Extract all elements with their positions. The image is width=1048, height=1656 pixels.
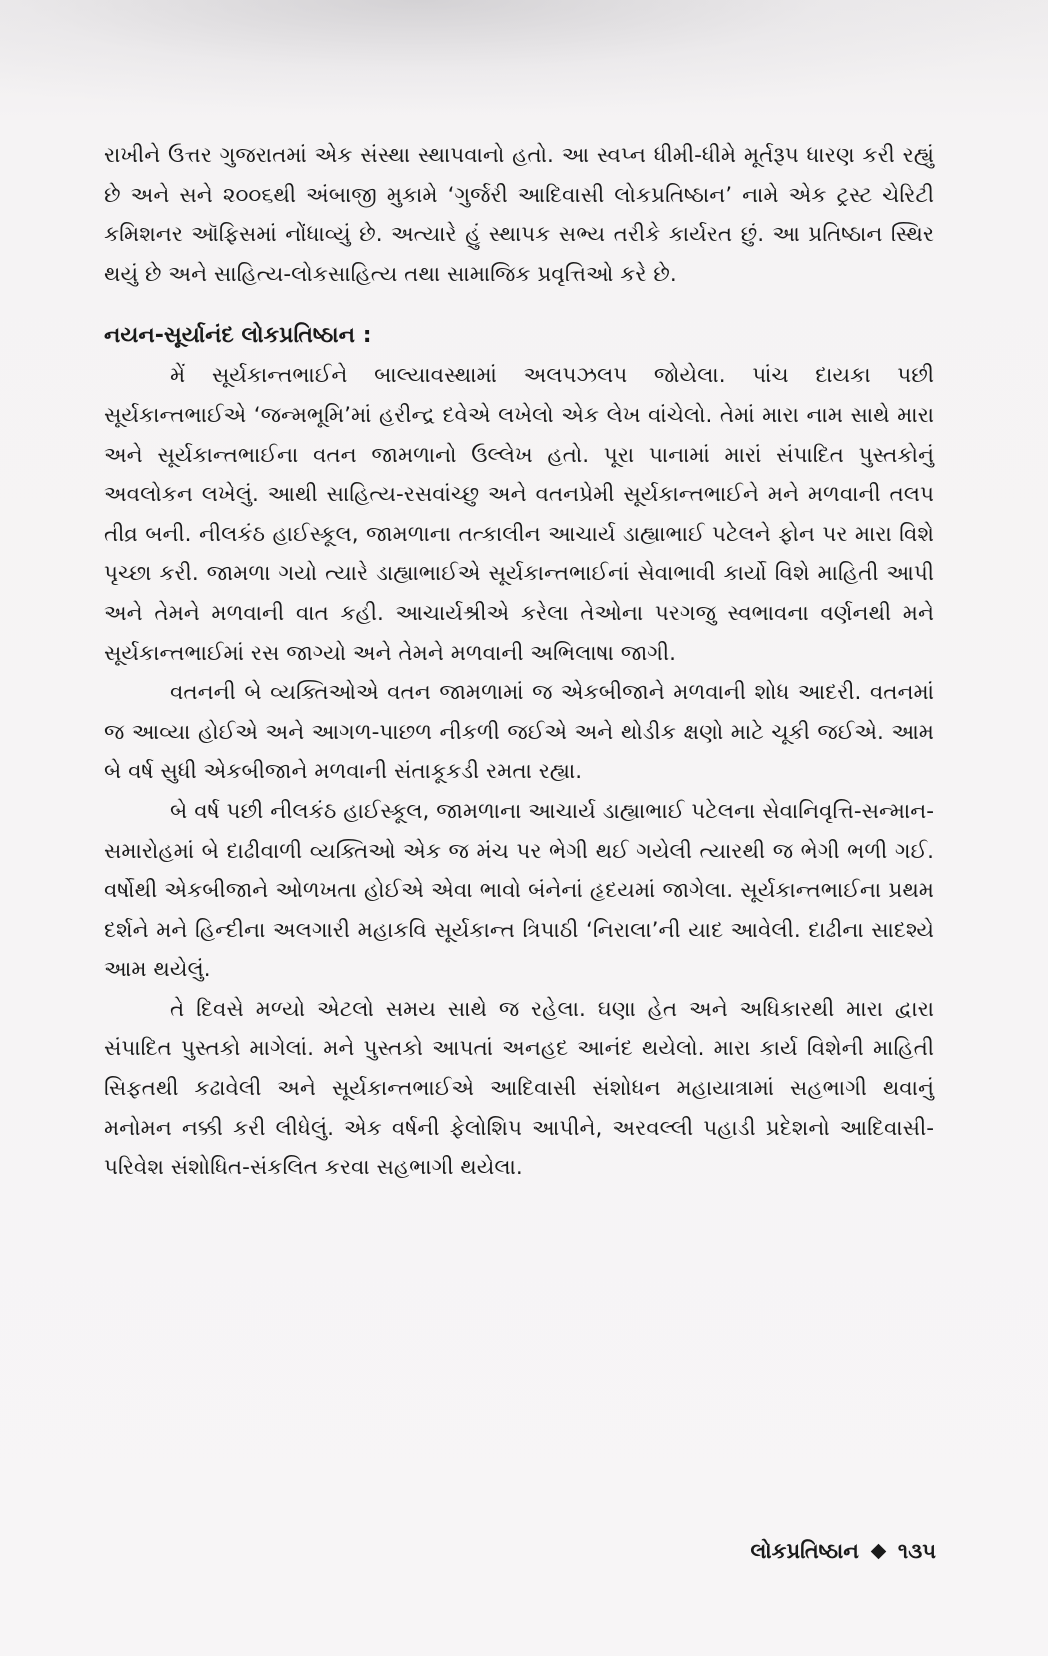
page-footer (751, 1536, 936, 1566)
diamond-separator-icon (871, 1543, 887, 1559)
paragraph-5: તે દિવસે મળ્યો એટલો સમય સાથે જ રહેલા. ઘણા હેત અને અધિકારથી મારા દ્વારા સંપાદિત પુસ્તકો માગેલાં. મને પુસ્તકો આપતાં અનહદ આનંદ થયેલો. મારા કાર્ય વિશેની માહિતી સિફતથી કઢાવેલી અને સૂર્યકાન્તભાઈએ આદિવાસી સંશોધન મહાયાત્રામાં સહભાગી થવાનું મનોમન નક્કી કરી લીધેલું. એક વર્ષની ફેલોશિપ આપીને, અરવલ્લી પહાડી પ્રદેશનો આદિવાસી-પરિવેશ સંશોધિત-સંકલિત કરવા સહભાગી થયેલા. (104, 996, 934, 1181)
section-heading: નયન-સૂર્યાનંદ લોકપ્રતિષ્ઠાન : (104, 323, 372, 349)
running-title: લોકપ્રતિષ્ઠાન (750, 1539, 859, 1563)
paragraph-1: રાખીને ઉત્તર ગુજરાતમાં એક સંસ્થા સ્થાપવાનો હતો. આ સ્વપ્ન ધીમી-ધીમે મૂર્તરૂપ ધારણ કરી રહ્યું છે અને સને ૨૦૦૬થી અંબાજી મુકામે ‘ગુર્જરી આદિવાસી લોકપ્રતિષ્ઠાન’ નામે એક ટ્રસ્ટ ચેરિટી કમિશનર ઑફિસમાં નોંધાવ્યું છે. અત્યારે હું સ્થાપક સભ્ય તરીકે કાર્યરત છું. આ પ્રતિષ્ઠાન સ્થિર થયું છે અને સાહિત્ય-લોકસાહિત્ય તથા સામાજિક પ્રવૃત્તિઓ કરે છે. (104, 143, 934, 287)
scan-shadow (0, 0, 1048, 110)
paragraph-2: મેં સૂર્યકાન્તભાઈને બાલ્યાવસ્થામાં અલપઝલપ જોયેલા. પાંચ દાયકા પછી સૂર્યકાન્તભાઈએ ‘જન્મભૂમિ’માં હરીન્દ્ર દવેએ લખેલો એક લેખ વાંચેલો. તેમાં મારા નામ સાથે મારા અને સૂર્યકાન્તભાઈના વતન જામળાનો ઉલ્લેખ હતો. પૂરા પાનામાં મારાં સંપાદિત પુસ્તકોનું અવલોકન લખેલું. આથી સાહિત્ય-રસવાંચ્છુ અને વતનપ્રેમી સૂર્યકાન્તભાઈને મને મળવાની તલપ તીવ્ર બની. નીલકંઠ હાઈસ્કૂલ, જામળાના તત્કાલીન આચાર્ય ડાહ્યાભાઈ પટેલને ફોન પર મારા વિશે પૃચ્છા કરી. જામળા ગયો ત્યારે ડાહ્યાભાઈએ સૂર્યકાન્તભાઈનાં સેવાભાવી કાર્યો વિશે માહિતી આપી અને તેમને મળવાની વાત કહી. આચાર્યશ્રીએ કરેલા તેઓના પરગજુ સ્વભાવના વર્ણનથી મને સૂર્યકાન્તભાઈમાં રસ જાગ્યો અને તેમને મળવાની અભિલાષા જાગી. (104, 363, 934, 666)
paragraph-4: બે વર્ષ પછી નીલકંઠ હાઈસ્કૂલ, જામળાના આચાર્ય ડાહ્યાભાઈ પટેલના સેવાનિવૃત્તિ-સન્માન-સમારોહમાં બે દાઢીવાળી વ્યક્તિઓ એક જ મંચ પર ભેગી થઈ ગયેલી ત્યારથી જ ભેગી ભળી ગઈ. વર્ષોથી એકબીજાને ઓળખતા હોઈએ એવા ભાવો બંનેનાં હૃદયમાં જાગેલા. સૂર્યકાન્તભાઈના પ્રથમ દર્શને મને હિન્દીના અલગારી મહાકવિ સૂર્યકાન્ત ત્રિપાઠી ‘નિરાલા’ની યાદ આવેલી. દાઢીના સાદશ્યે આમ થયેલું. (104, 798, 934, 983)
paragraph-3: વતનની બે વ્યક્તિઓએ વતન જામળામાં જ એકબીજાને મળવાની શોધ આદરી. વતનમાં જ આવ્યા હોઈએ અને આગળ-પાછળ નીકળી જઈએ અને થોડીક ક્ષણો માટે ચૂકી જઈએ. આમ બે વર્ષ સુધી એકબીજાને મળવાની સંતાકૂકડી રમતા રહ્યા. (104, 680, 934, 785)
page-number: ૧૩૫ (897, 1539, 936, 1563)
page-body (104, 136, 934, 1188)
